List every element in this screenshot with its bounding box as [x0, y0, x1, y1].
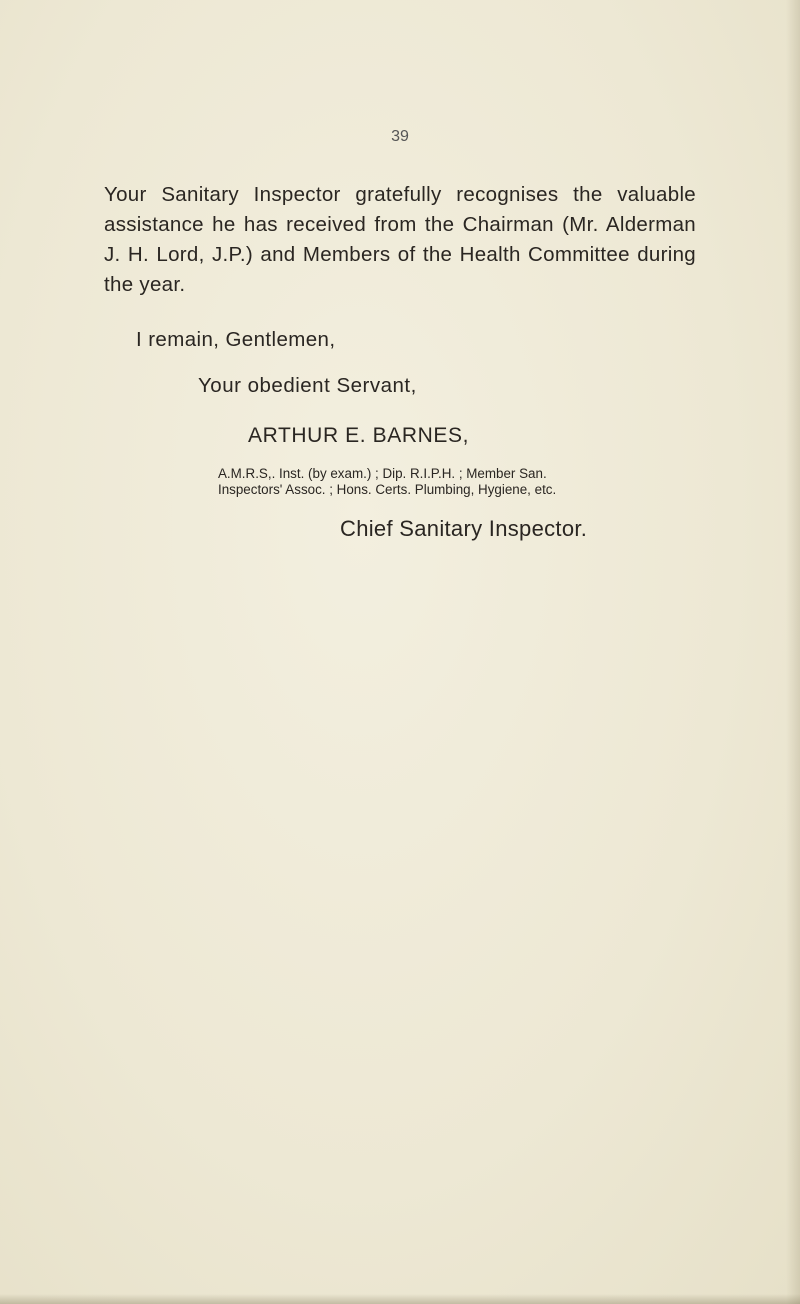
signatory-name: ARTHUR E. BARNES,	[248, 424, 470, 447]
credentials-line-1: A.M.R.S,. Inst. (by exam.) ; Dip. R.I.P.H. ; Member San.	[218, 466, 547, 481]
signatory-title: Chief Sanitary Inspector.	[340, 516, 588, 541]
page-edge-shadow	[786, 0, 800, 1304]
page-bottom-edge	[0, 1294, 800, 1304]
signatory-credentials	[218, 466, 678, 498]
page-number: 39	[391, 128, 409, 145]
salutation: I remain, Gentlemen,	[136, 328, 336, 351]
valediction: Your obedient Servant,	[198, 374, 417, 397]
acknowledgement-paragraph: Your Sanitary Inspector gratefully recognises the valuable assistance he has received from the Chairman (Mr. Alderman J. H. Lord, J.P.) and Members of the Health Committee during the year.	[104, 183, 696, 296]
credentials-line-2: Inspectors' Assoc. ; Hons. Certs. Plumbing, Hygiene, etc.	[218, 482, 557, 497]
